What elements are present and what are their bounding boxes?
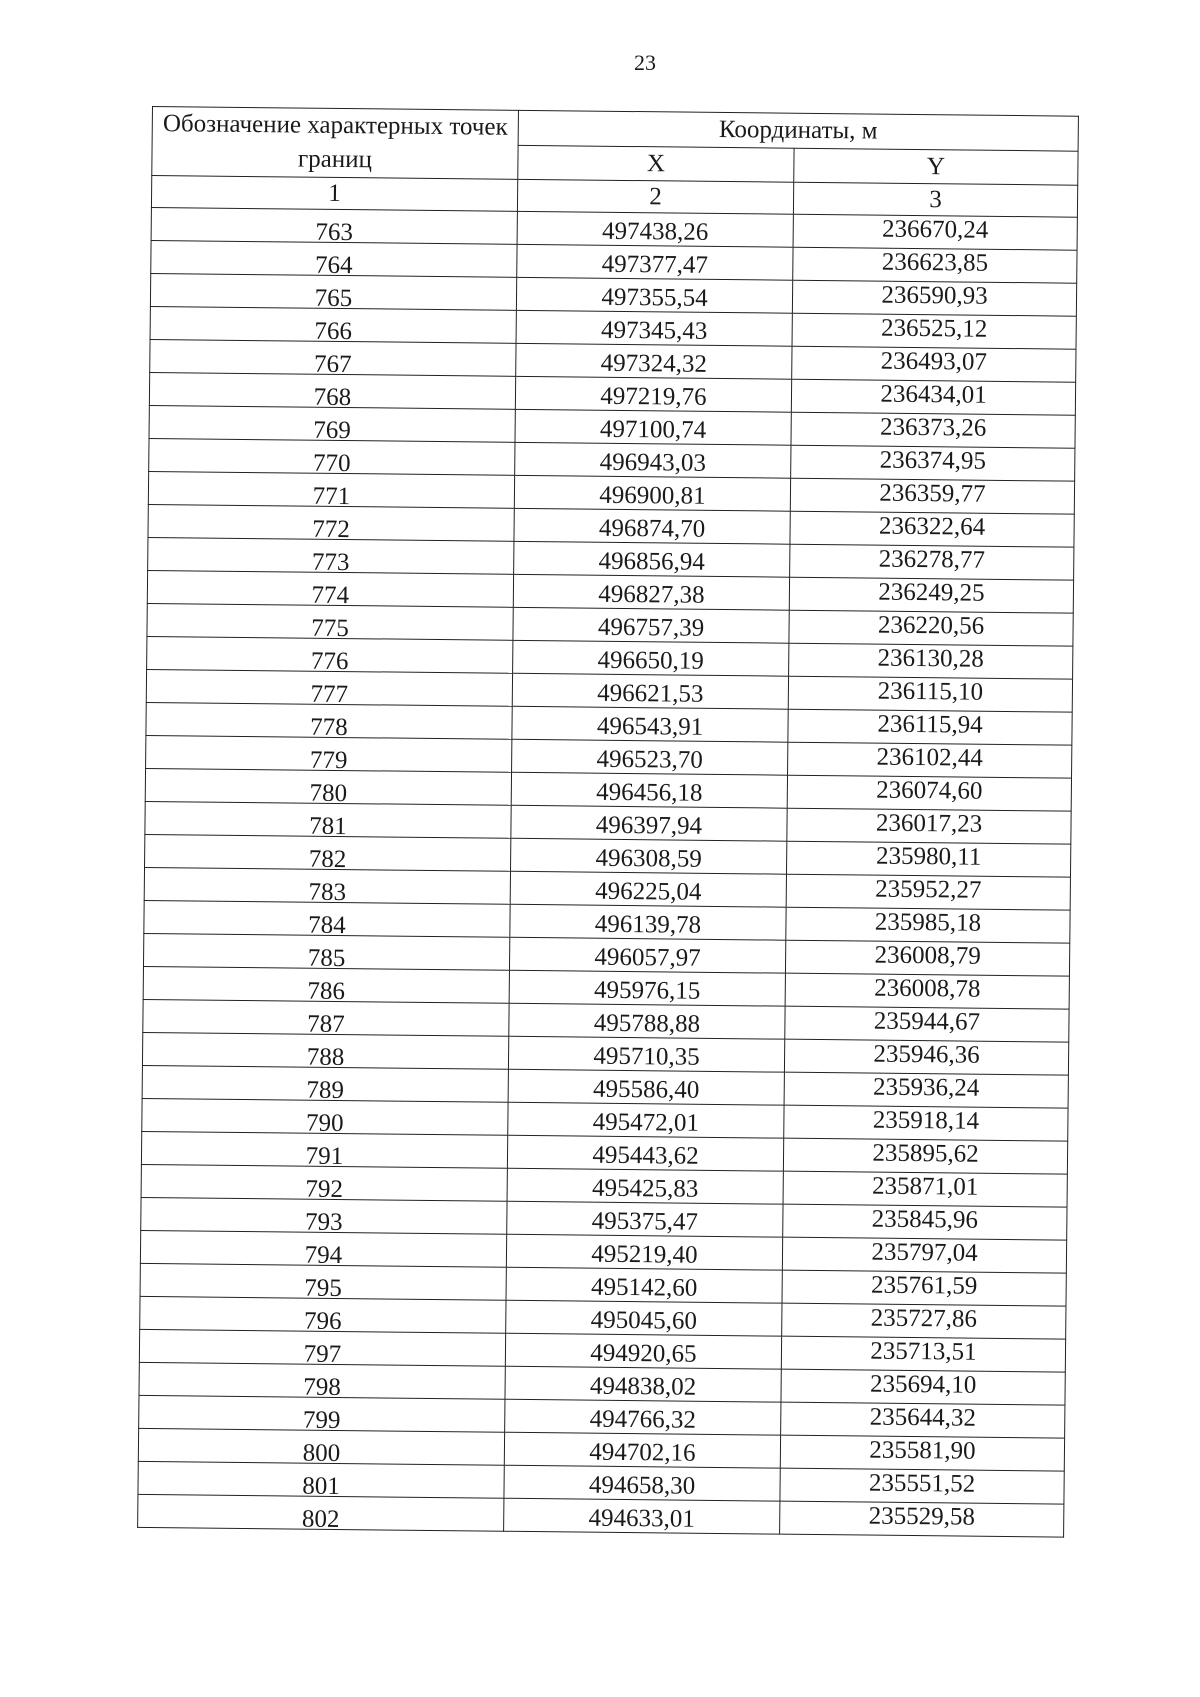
x-cell-value: 496456,18 <box>596 778 703 807</box>
y-cell <box>785 940 1069 976</box>
point-cell-value: 781 <box>309 812 347 841</box>
point-cell-value: 770 <box>312 449 351 478</box>
x-cell-value: 496397,94 <box>595 811 703 840</box>
x-cell <box>507 1201 783 1237</box>
point-cell-value: 777 <box>310 680 349 709</box>
x-cell-value: 494658,30 <box>588 1471 696 1500</box>
point-cell-value: 764 <box>314 251 353 280</box>
point-cell-value: 790 <box>305 1109 344 1138</box>
x-cell <box>509 970 785 1006</box>
x-cell <box>511 838 787 874</box>
x-cell-value: 497377,47 <box>601 250 709 279</box>
point-cell <box>145 768 511 808</box>
point-cell <box>149 405 515 445</box>
x-cell <box>504 1432 780 1468</box>
y-cell-value: 235980,11 <box>875 842 982 871</box>
y-cell-value: 235946,36 <box>873 1040 980 1069</box>
x-cell <box>515 442 791 478</box>
x-cell-value: 495472,01 <box>592 1108 700 1137</box>
point-cell <box>141 1197 507 1237</box>
x-cell-value: 496856,94 <box>598 547 706 576</box>
y-cell <box>787 808 1071 844</box>
table-body <box>138 207 1078 1537</box>
point-cell-value: 787 <box>307 1010 345 1039</box>
y-cell <box>789 610 1073 646</box>
table-header <box>151 107 1078 218</box>
y-cell <box>792 346 1076 382</box>
point-cell <box>143 966 509 1006</box>
y-cell <box>788 676 1072 712</box>
point-cell <box>140 1230 506 1270</box>
y-cell-value: 236525,12 <box>880 314 988 343</box>
x-cell <box>512 673 788 709</box>
coordinates-table-container <box>137 106 1078 1538</box>
x-cell <box>513 640 789 676</box>
x-cell <box>515 376 791 412</box>
point-cell-value: 796 <box>303 1307 342 1336</box>
x-cell-value: 495375,47 <box>591 1207 699 1236</box>
x-cell <box>509 937 785 973</box>
x-cell <box>507 1135 783 1171</box>
x-cell-value: 496523,70 <box>596 745 703 774</box>
y-cell-value: 236115,10 <box>877 677 984 706</box>
x-cell-value: 494633,01 <box>588 1504 695 1533</box>
x-cell-value: 496757,39 <box>597 613 705 642</box>
y-cell <box>787 775 1071 811</box>
x-cell <box>514 541 790 577</box>
column-number-1: 1 <box>151 176 517 212</box>
point-cell <box>147 570 513 610</box>
point-cell <box>150 306 516 346</box>
y-cell <box>791 379 1075 415</box>
x-cell <box>514 475 790 511</box>
point-cell <box>151 207 517 247</box>
point-cell <box>148 471 514 511</box>
y-cell-value: 235761,59 <box>870 1271 978 1300</box>
point-cell <box>151 240 517 280</box>
header-y: Y <box>794 148 1078 185</box>
point-cell <box>145 801 511 841</box>
y-cell-value: 236017,23 <box>875 809 983 838</box>
y-cell <box>789 643 1073 679</box>
x-cell <box>508 1069 784 1105</box>
y-cell <box>784 1105 1068 1141</box>
x-cell <box>505 1366 781 1402</box>
y-cell-value: 236008,79 <box>874 941 981 970</box>
y-cell-value: 236322,64 <box>878 512 986 541</box>
header-point-label: Обозначение характерных точек границ <box>152 107 519 180</box>
x-cell <box>504 1498 780 1534</box>
x-cell-value: 495788,88 <box>593 1009 701 1038</box>
point-cell-value: 782 <box>308 845 347 874</box>
y-cell-value: 235871,01 <box>871 1172 979 1201</box>
point-cell <box>139 1329 505 1369</box>
point-cell-value: 767 <box>313 350 352 379</box>
point-cell <box>141 1131 507 1171</box>
point-cell-value: 801 <box>302 1472 340 1501</box>
y-cell-value: 236623,85 <box>881 248 989 277</box>
point-cell <box>147 636 513 676</box>
y-cell-value: 235936,24 <box>872 1073 980 1102</box>
point-cell <box>149 438 515 478</box>
column-number-2: 2 <box>517 179 793 214</box>
y-cell <box>789 577 1073 613</box>
y-cell-value: 236373,26 <box>879 413 987 442</box>
point-cell <box>143 933 509 973</box>
x-cell <box>514 508 790 544</box>
y-cell-value: 236590,93 <box>881 281 988 310</box>
point-cell <box>142 1065 508 1105</box>
point-cell-value: 798 <box>303 1373 341 1402</box>
y-cell-value: 236374,95 <box>879 446 987 475</box>
y-cell <box>788 709 1072 745</box>
x-cell-value: 497355,54 <box>601 283 708 312</box>
y-cell-value: 236115,94 <box>877 710 983 739</box>
y-cell <box>790 544 1074 580</box>
y-cell-value: 235918,14 <box>872 1106 980 1135</box>
y-cell-value: 236359,77 <box>879 479 986 508</box>
point-cell-value: 774 <box>311 581 350 610</box>
x-cell-value: 496650,19 <box>597 646 704 675</box>
point-cell <box>140 1263 506 1303</box>
y-cell-value: 235694,10 <box>869 1370 977 1399</box>
x-cell <box>516 343 792 379</box>
y-cell-value: 235845,96 <box>871 1205 979 1234</box>
point-cell-value: 799 <box>302 1406 341 1435</box>
point-cell <box>143 999 509 1039</box>
x-cell <box>504 1465 780 1501</box>
page-number: 23 <box>634 50 656 75</box>
x-cell-value: 497100,74 <box>599 415 707 444</box>
point-cell-value: 784 <box>308 911 346 940</box>
x-cell <box>515 409 791 445</box>
column-number-3: 3 <box>793 182 1077 217</box>
x-cell-value: 497438,26 <box>601 217 709 246</box>
point-cell-value: 797 <box>303 1340 342 1369</box>
y-cell <box>791 445 1075 481</box>
x-cell <box>509 1003 785 1039</box>
y-cell <box>782 1270 1066 1306</box>
y-cell <box>793 214 1077 250</box>
point-cell <box>144 900 510 940</box>
x-cell-value: 495443,62 <box>592 1141 699 1170</box>
y-cell <box>786 907 1070 943</box>
y-cell-value: 235713,51 <box>870 1337 977 1366</box>
x-cell <box>516 310 792 346</box>
point-cell <box>138 1461 504 1501</box>
x-cell-value: 495976,15 <box>593 976 701 1005</box>
point-cell-value: 783 <box>308 878 347 907</box>
y-cell-value: 235529,58 <box>868 1502 976 1531</box>
x-cell-value: 495710,35 <box>593 1042 700 1071</box>
point-cell <box>138 1494 504 1534</box>
point-cell-value: 792 <box>305 1175 344 1204</box>
point-cell-value: 776 <box>310 647 349 676</box>
x-cell <box>512 739 788 775</box>
x-cell <box>517 244 793 280</box>
y-cell <box>780 1468 1064 1504</box>
x-cell <box>512 706 788 742</box>
x-cell <box>516 277 792 313</box>
point-cell-value: 788 <box>306 1043 345 1072</box>
y-cell-value: 236493,07 <box>880 347 988 376</box>
point-cell <box>150 339 516 379</box>
point-cell-value: 779 <box>309 746 348 775</box>
y-cell-value: 235797,04 <box>871 1238 978 1267</box>
y-cell-value: 236434,01 <box>880 380 987 409</box>
y-cell-value: 235727,86 <box>870 1304 978 1333</box>
y-cell <box>793 247 1077 283</box>
y-cell-value: 236278,77 <box>878 545 986 574</box>
point-cell <box>148 537 514 577</box>
point-cell <box>139 1362 505 1402</box>
y-cell <box>783 1204 1067 1240</box>
y-cell <box>781 1369 1065 1405</box>
point-cell <box>146 735 512 775</box>
point-cell-value: 793 <box>304 1208 343 1237</box>
x-cell-value: 495142,60 <box>590 1273 698 1302</box>
point-cell-value: 789 <box>306 1076 345 1105</box>
x-cell-value: 496057,97 <box>594 943 701 972</box>
x-cell-value: 496874,70 <box>598 514 706 543</box>
x-cell-value: 494702,16 <box>589 1438 696 1467</box>
x-cell-value: 496621,53 <box>597 679 704 708</box>
point-cell-value: 768 <box>313 383 352 412</box>
point-cell <box>139 1395 505 1435</box>
point-cell <box>150 273 516 313</box>
x-cell-value: 496827,38 <box>598 580 705 609</box>
y-cell <box>786 874 1070 910</box>
x-cell-value: 496225,04 <box>595 877 702 906</box>
x-cell <box>511 805 787 841</box>
y-cell-value: 236249,25 <box>878 578 985 607</box>
y-cell <box>781 1336 1065 1372</box>
y-cell <box>792 280 1076 316</box>
point-cell-value: 769 <box>313 416 352 445</box>
x-cell <box>505 1399 781 1435</box>
point-cell-value: 771 <box>312 482 351 511</box>
y-cell-value: 235551,52 <box>868 1469 976 1498</box>
y-cell <box>790 478 1074 514</box>
x-cell-value: 496139,78 <box>594 910 702 939</box>
point-cell <box>148 504 514 544</box>
y-cell-value: 235581,90 <box>869 1436 976 1465</box>
y-cell-value: 236130,28 <box>877 644 985 673</box>
point-cell <box>140 1296 506 1336</box>
point-cell-value: 775 <box>311 614 349 643</box>
point-cell-value: 800 <box>302 1439 341 1468</box>
point-cell-value: 795 <box>304 1274 343 1303</box>
x-cell-value: 495219,40 <box>591 1240 698 1269</box>
x-cell <box>513 607 789 643</box>
y-cell <box>785 973 1069 1009</box>
y-cell <box>783 1171 1067 1207</box>
x-cell-value: 494838,02 <box>589 1372 697 1401</box>
point-cell-value: 785 <box>307 944 346 973</box>
point-cell <box>149 372 515 412</box>
point-cell-value: 780 <box>309 779 348 808</box>
x-cell <box>508 1036 784 1072</box>
point-cell <box>144 867 510 907</box>
y-cell-value: 236074,60 <box>876 776 983 805</box>
x-cell-value: 497324,32 <box>600 349 708 378</box>
x-cell <box>506 1234 782 1270</box>
x-cell <box>513 574 789 610</box>
y-cell-value: 236670,24 <box>881 215 989 244</box>
point-cell <box>146 669 512 709</box>
x-cell <box>508 1102 784 1138</box>
y-cell <box>788 742 1072 778</box>
point-cell <box>147 603 513 643</box>
y-cell <box>783 1138 1067 1174</box>
y-cell-value: 236220,56 <box>877 611 985 640</box>
y-cell-value: 235944,67 <box>873 1007 981 1036</box>
point-cell <box>145 834 511 874</box>
y-cell-value: 235985,18 <box>874 908 982 937</box>
point-cell-value: 802 <box>301 1505 340 1534</box>
x-cell-value: 496900,81 <box>599 481 706 510</box>
x-cell <box>517 211 793 247</box>
point-cell-value: 794 <box>304 1241 343 1270</box>
y-cell <box>782 1237 1066 1273</box>
point-cell <box>142 1032 508 1072</box>
point-cell-value: 765 <box>314 284 353 313</box>
point-cell <box>141 1164 507 1204</box>
x-cell-value: 496308,59 <box>595 844 702 873</box>
point-cell-value: 766 <box>314 317 353 346</box>
point-cell-value: 772 <box>312 515 350 544</box>
x-cell <box>506 1267 782 1303</box>
x-cell-value: 495586,40 <box>592 1075 700 1104</box>
x-cell <box>507 1168 783 1204</box>
y-cell <box>782 1303 1066 1339</box>
point-cell-value: 773 <box>311 548 350 577</box>
y-cell <box>781 1402 1065 1438</box>
y-cell-value: 236102,44 <box>876 743 983 772</box>
y-cell <box>792 313 1076 349</box>
y-cell-value: 235644,32 <box>869 1403 977 1432</box>
x-cell <box>510 871 786 907</box>
x-cell-value: 495425,83 <box>591 1174 699 1203</box>
y-cell <box>780 1501 1064 1537</box>
point-cell-value: 786 <box>307 977 346 1006</box>
x-cell-value: 497219,76 <box>600 382 707 411</box>
y-cell-value: 236008,78 <box>874 974 981 1003</box>
x-cell <box>511 772 787 808</box>
point-cell-value: 763 <box>315 218 354 247</box>
x-cell <box>510 904 786 940</box>
y-cell <box>786 841 1070 877</box>
x-cell-value: 497345,43 <box>600 316 708 345</box>
x-cell <box>505 1333 781 1369</box>
y-cell <box>785 1006 1069 1042</box>
y-cell-value: 235895,62 <box>872 1139 979 1168</box>
x-cell-value: 495045,60 <box>590 1306 698 1335</box>
x-cell-value: 496543,91 <box>596 712 704 741</box>
y-cell <box>791 412 1075 448</box>
point-cell-value: 778 <box>310 713 348 742</box>
point-cell <box>138 1428 504 1468</box>
y-cell <box>784 1039 1068 1075</box>
coordinates-table <box>137 106 1079 1538</box>
point-cell-value: 791 <box>305 1142 344 1171</box>
point-cell <box>142 1098 508 1138</box>
y-cell <box>790 511 1074 547</box>
point-cell <box>146 702 512 742</box>
x-cell-value: 494920,65 <box>590 1339 697 1368</box>
header-coordinates-label: Координаты, м <box>518 110 1078 150</box>
y-cell <box>780 1435 1064 1471</box>
y-cell-value: 235952,27 <box>875 875 982 904</box>
y-cell <box>784 1072 1068 1108</box>
x-cell <box>506 1300 782 1336</box>
x-cell-value: 494766,32 <box>589 1405 697 1434</box>
x-cell-value: 496943,03 <box>599 448 707 477</box>
header-x: X <box>518 145 794 182</box>
